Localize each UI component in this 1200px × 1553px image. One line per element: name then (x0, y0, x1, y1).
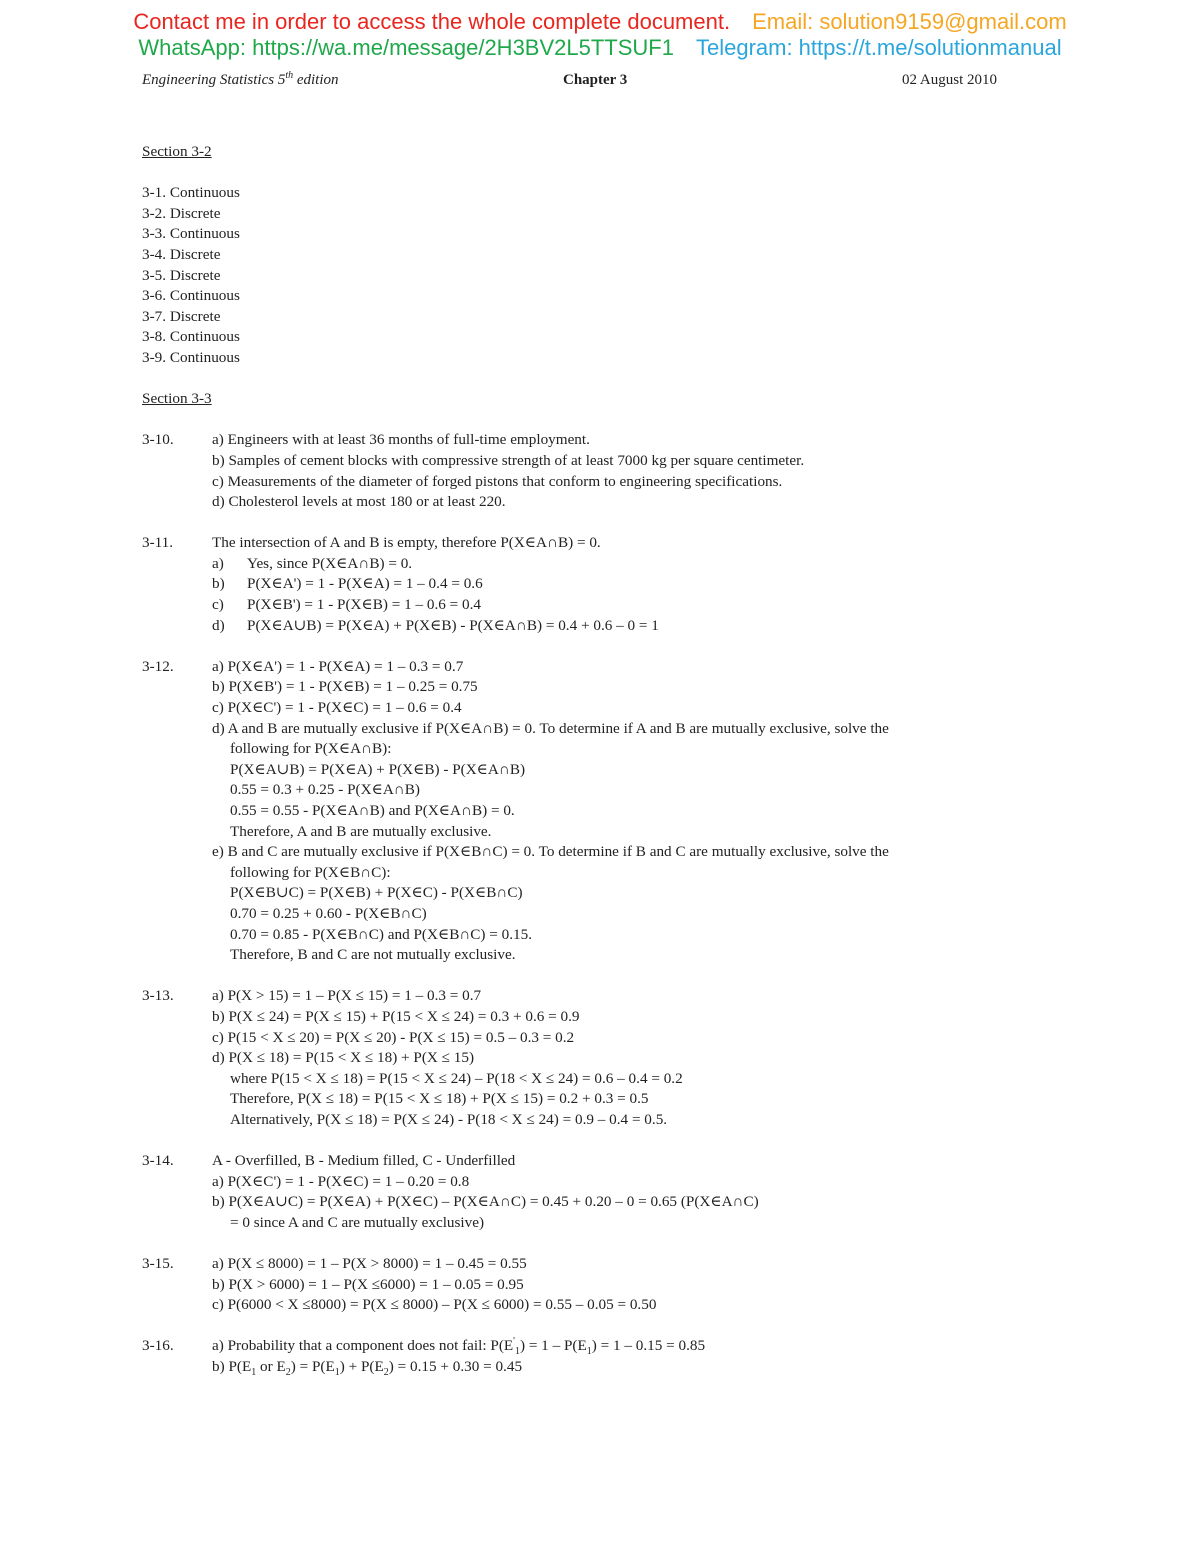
section-heading: Section 3-3 (142, 390, 212, 408)
answer-line: b) Samples of cement blocks with compressive strength of at least 7000 kg per square centimeter. (212, 451, 805, 469)
answer-line: = 0 since A and C are mutually exclusive) (230, 1213, 485, 1231)
list-item: 3-6. Continuous (142, 287, 240, 305)
answer-line: a) Probability that a component does not fail: $P(E'_1) = 1 - P(E_1) = 1 - 0.15 = 0.85$ (212, 1336, 706, 1358)
answer-line: b) P(X∈B') = 1 - P(X∈B) = 1 – 0.25 = 0.75 (212, 678, 478, 696)
problem-3-16 (142, 1336, 1042, 1377)
problem-3-12 (142, 657, 1042, 966)
answer-line: Alternatively, P(X ≤ 18) = P(X ≤ 24) - P(18 < X ≤ 24) = 0.9 – 0.4 = 0.5. (230, 1110, 668, 1128)
problem-number: 3-16. (142, 1337, 174, 1355)
list-item: 3-3. Continuous (142, 225, 240, 243)
answer-line: 0.70 = 0.25 + 0.60 - P(X∈B∩C) (230, 904, 427, 922)
header-date: 02 August 2010 (902, 72, 998, 88)
whatsapp-link[interactable]: WhatsApp: https://wa.me/message/2H3BV2L5TTSUF1 (138, 35, 674, 60)
list-item: 3-2. Discrete (142, 204, 221, 222)
answer-line: b) P(X > 6000) = 1 – P(X ≤6000) = 1 – 0.05 = 0.95 (212, 1275, 524, 1293)
problem-number: 3-12. (142, 657, 174, 675)
answer-line: d) A and B are mutually exclusive if P(X∈A∩B) = 0. To determine if A and B are mutually exclusive, solve the (212, 719, 889, 737)
answer-line: a) P(X > 15) = 1 – P(X ≤ 15) = 1 – 0.3 = 0.7 (212, 987, 482, 1005)
answer-part: c) P(X∈B') = 1 - P(X∈B) = 1 – 0.6 = 0.4 (212, 596, 482, 614)
answer-line: Therefore, P(X ≤ 18) = P(15 < X ≤ 18) + P(X ≤ 15) = 0.2 + 0.3 = 0.5 (230, 1090, 649, 1108)
problem-number: 3-13. (142, 987, 174, 1005)
document-body (142, 142, 1042, 1378)
contact-banner (0, 9, 1200, 35)
list-item: 3-7. Discrete (142, 307, 221, 325)
contact-text: Contact me in order to access the whole complete document. (133, 9, 731, 34)
problem-3-14 (142, 1151, 1042, 1233)
answer-line: Therefore, A and B are mutually exclusive. (230, 822, 492, 840)
list-item: 3-9. Continuous (142, 348, 240, 366)
answer-line: e) B and C are mutually exclusive if P(X∈B∩C) = 0. To determine if B and C are mutually exclusive, solve the (212, 843, 889, 861)
answer-line: a) P(X∈C') = 1 - P(X∈C) = 1 – 0.20 = 0.8 (212, 1172, 470, 1190)
answer-part: b) P(X∈A') = 1 - P(X∈A) = 1 – 0.4 = 0.6 (212, 575, 483, 593)
problem-3-10 (142, 430, 1042, 512)
list-item: 3-8. Continuous (142, 328, 240, 346)
answer-line: The intersection of A and B is empty, therefore P(X∈A∩B) = 0. (212, 534, 601, 552)
answer-line: P(X∈A∪B) = P(X∈A) + P(X∈B) - P(X∈A∩B) (230, 760, 526, 778)
answer-line: P(X∈B∪C) = P(X∈B) + P(X∈C) - P(X∈B∩C) (230, 884, 523, 902)
answer-line: d) Cholesterol levels at most 180 or at least 220. (212, 493, 506, 511)
answer-line: c) P(X∈C') = 1 - P(X∈C) = 1 – 0.6 = 0.4 (212, 699, 462, 717)
list-item: 3-4. Discrete (142, 245, 221, 263)
problem-number: 3-11. (142, 534, 174, 552)
answer-line: following for P(X∈A∩B): (230, 740, 392, 758)
problem-3-13 (142, 986, 1042, 1130)
telegram-link[interactable]: Telegram: https://t.me/solutionmanual (695, 35, 1062, 60)
answer-line: b) P(X∈A∪C) = P(X∈A) + P(X∈C) – P(X∈A∩C) = 0.45 + 0.20 – 0 = 0.65 (P(X∈A∩C) (212, 1193, 759, 1211)
answer-line: 0.55 = 0.3 + 0.25 - P(X∈A∩B) (230, 781, 420, 799)
email-link[interactable]: Email: solution9159@gmail.com (752, 9, 1067, 34)
answer-line: b) $P(E_1$ or $E_2) = P(E_1) + P(E_2) = 0.15 + 0.30 = 0.45$ (212, 1358, 523, 1379)
answer-line: a) Engineers with at least 36 months of full-time employment. (212, 431, 590, 449)
answer-line: 0.55 = 0.55 - P(X∈A∩B) and P(X∈A∩B) = 0. (230, 802, 515, 819)
answer-part: d) P(X∈A∪B) = P(X∈A) + P(X∈B) - P(X∈A∩B) = 0.4 + 0.6 – 0 = 1 (212, 616, 659, 634)
list-item: 3-5. Discrete (142, 266, 221, 284)
section-heading: Section 3-2 (142, 143, 212, 160)
answer-line: A - Overfilled, B - Medium filled, C - Underfilled (212, 1152, 516, 1170)
social-banner (0, 35, 1200, 61)
problem-number: 3-14. (142, 1152, 174, 1170)
problem-3-11 (142, 533, 1042, 636)
problem-number: 3-15. (142, 1255, 174, 1273)
problem-number: 3-10. (142, 431, 174, 449)
answer-line: c) P(15 < X ≤ 20) = P(X ≤ 20) - P(X ≤ 15) = 0.5 – 0.3 = 0.2 (212, 1028, 575, 1046)
answer-line: 0.70 = 0.85 - P(X∈B∩C) and P(X∈B∩C) = 0.15. (230, 925, 533, 943)
answer-line: where P(15 < X ≤ 18) = P(15 < X ≤ 24) – P(18 < X ≤ 24) = 0.6 – 0.4 = 0.2 (230, 1069, 683, 1087)
answer-line: c) P(6000 < X ≤8000) = P(X ≤ 8000) – P(X ≤ 6000) = 0.55 – 0.05 = 0.50 (212, 1296, 657, 1314)
answer-line: a) P(X ≤ 8000) = 1 – P(X > 8000) = 1 – 0.45 = 0.55 (212, 1255, 527, 1273)
answer-line: Therefore, B and C are not mutually exclusive. (230, 946, 516, 964)
book-title: Engineering Statistics 5th edition (142, 70, 339, 88)
answer-part: a) Yes, since P(X∈A∩B) = 0. (212, 554, 413, 572)
problem-3-15 (142, 1254, 1042, 1316)
answer-line: a) P(X∈A') = 1 - P(X∈A) = 1 – 0.3 = 0.7 (212, 657, 464, 675)
section-3-2-list (142, 183, 1042, 368)
answer-line: d) P(X ≤ 18) = P(15 < X ≤ 18) + P(X ≤ 15) (212, 1049, 475, 1067)
answer-line: c) Measurements of the diameter of forged pistons that conform to engineering specifications. (212, 472, 783, 490)
answer-line: following for P(X∈B∩C): (230, 863, 391, 881)
chapter-title: Chapter 3 (563, 72, 628, 88)
list-item: 3-1. Continuous (142, 184, 240, 202)
answer-line: b) P(X ≤ 24) = P(X ≤ 15) + P(15 < X ≤ 24) = 0.3 + 0.6 = 0.9 (212, 1007, 580, 1025)
